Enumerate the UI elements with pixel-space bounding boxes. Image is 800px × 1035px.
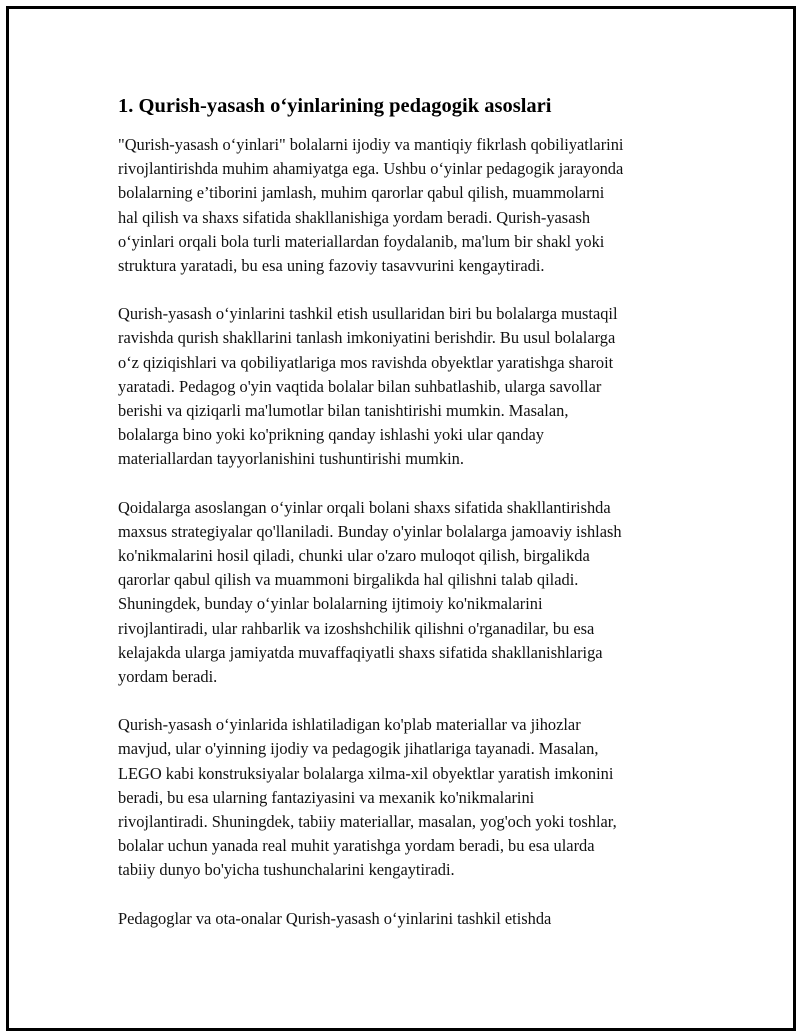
paragraph-2: Qurish-yasash o‘yinlarini tashkil etish usullaridan biri bu bolalarga mustaqil ravishda qurish shakllarini tanlash imkoniyatini berishdir. Bu usul bolalarga o‘z qiziqishlari va qobiliyatlariga mos ravishda obyektlar yaratishga sharoit yaratadi. Pedagog o'yin vaqtida bolalar bilan suhbatlashib, ularga savollar berishi va qiziqarli ma'lumotlar bilan tanishtirishi mumkin. Masalan, bolalarga bino yoki ko'prikning qanday ishlashi yoki ular qanday materiallardan tayyorlanishini tushuntirishi mumkin. [118,304,618,469]
paragraph-5: Pedagoglar va ota-onalar Qurish-yasash o‘yinlarini tashkil etishda [118,908,552,928]
paragraph-1: "Qurish-yasash o‘yinlari" bolalarni ijodiy va mantiqiy fikrlash qobiliyatlarini rivojlantirishda muhim ahamiyatga ega. Ushbu o‘yinlar pedagogik jarayonda bolalarning e’tiborini jamlash, muhim qarorlar qabul qilish, muammolarni hal qilish va shaxs sifatida shakllanishiga yordam beradi. Qurish-yasash o‘yinlari orqali bola turli materiallardan foydalanib, ma'lum bir shakl yoki struktura yaratadi, bu esa uning fazoviy tasavvurini kengaytiradi. [118,135,624,276]
document-body [118,93,698,955]
paragraph-4: Qurish-yasash o‘yinlarida ishlatiladigan ko'plab materiallar va jihozlar mavjud, ular o'yinning ijodiy va pedagogik jihatlariga tayanadi. Masalan, LEGO kabi konstruksiyalar bolalarga xilma-xil obyektlar yaratish imkonini beradi, bu esa ularning fantaziyasini va mexanik ko'nikmalarini rivojlantiradi. Shuningdek, tabiiy materiallar, masalan, yog'och yoki toshlar, bolalar uchun yanada real muhit yaratishga yordam beradi, bu esa ularda tabiiy dunyo bo'yicha tushunchalarini kengaytiradi. [118,715,617,880]
paragraph-3: Qoidalarga asoslangan o‘yinlar orqali bolani shaxs sifatida shakllantirishda maxsus strategiyalar qo'llaniladi. Bunday o'yinlar bolalarga jamoaviy ishlash ko'nikmalarini hosil qiladi, chunki ular o'zaro muloqot qilish, birgalikda qarorlar qabul qilish va muammoni birgalikda hal qilishni talab qiladi. Shuningdek, bunday o‘yinlar bolalarning ijtimoiy ko'nikmalarini rivojlantiradi, ular rahbarlik va izoshshchilik qilishni o'rganadilar, bu esa kelajakda ularga jamiyatda muvaffaqiyatli shaxs sifatida shakllanishlariga yordam beradi. [118,497,622,687]
section-heading: 1. Qurish-yasash o‘yinlarining pedagogik asoslari [118,95,552,117]
